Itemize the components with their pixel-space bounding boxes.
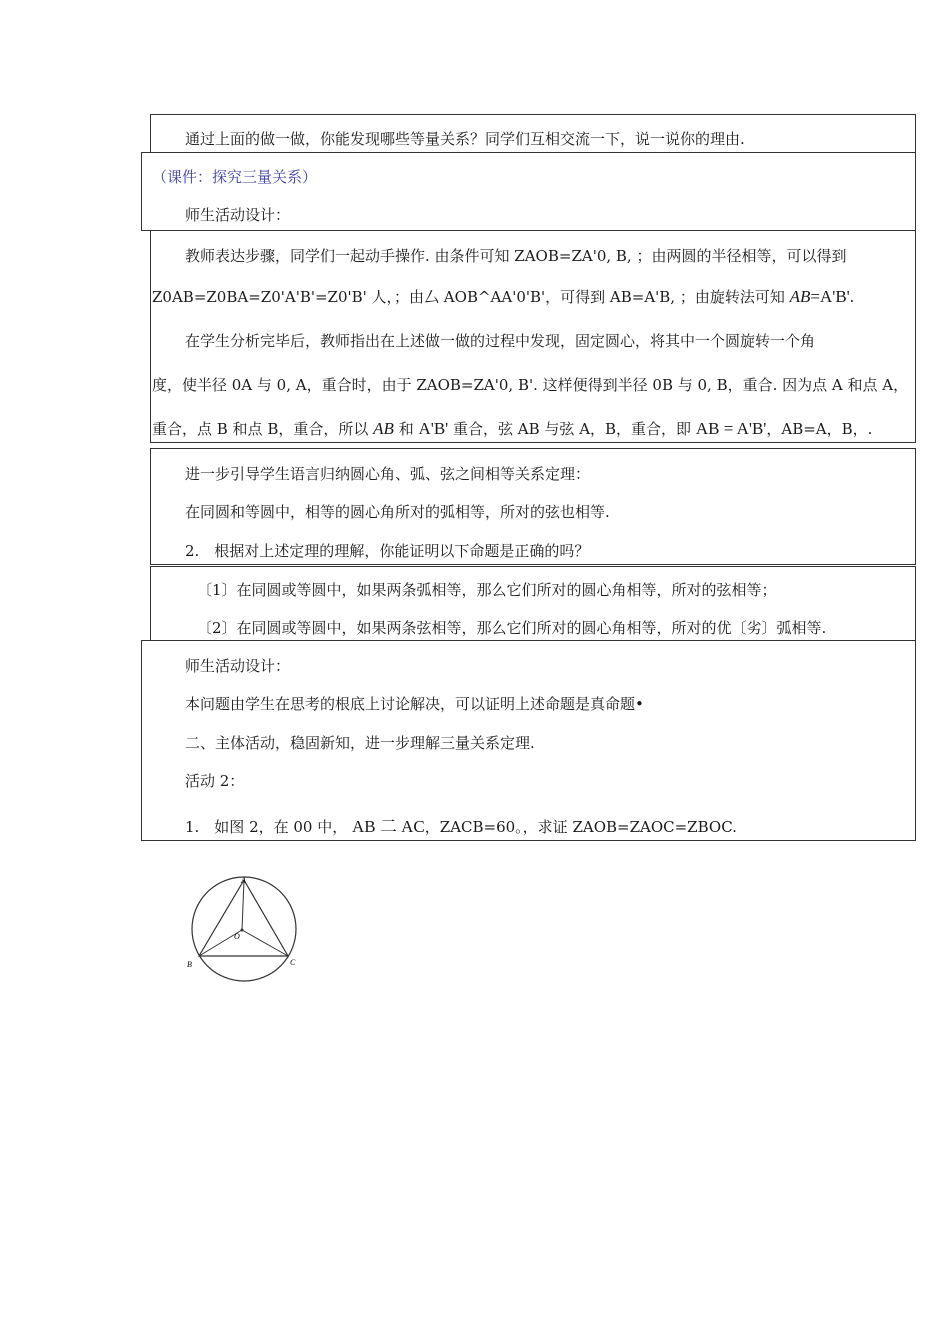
circle [192, 877, 296, 981]
problem-text: 1. 如图 2，在 00 中， [185, 818, 348, 836]
activity-label: 活动 2： [185, 772, 245, 790]
arc-ab-formula-rhs: =A'B'. [810, 287, 854, 306]
circle-triangle-figure [182, 872, 312, 992]
paragraph-line [152, 419, 872, 439]
text-line: 本问题由学生在思考的根底上讨论解决，可以证明上述命题是真命题• [185, 695, 644, 713]
proposition-1: 〔1〕在同圆或等圆中，如果两条弧相等，那么它们所对的圆心角相等，所对的弦相等； [197, 581, 777, 599]
design-label: 师生活动设计： [185, 206, 291, 224]
label-b: B [187, 960, 192, 969]
center-point [241, 929, 244, 932]
arc-ab: AB [373, 419, 394, 438]
problem-text: ，ZACB=60。，求证 ZAOB=ZAOC=ZBOC. [424, 818, 737, 836]
label-a: A [241, 876, 246, 885]
arc-a-b-prime: A'B' [418, 419, 449, 438]
paragraph-line: 度，使半径 0A 与 0, A，重合时，由于 ZAOB=ZA'0, B'. 这样便得到半径 0B 与 0, B，重合. 因为点 A 和点 A， [152, 376, 909, 394]
text-line: 通过上面的做一做，你能发现哪些等量关系？同学们互相交流一下，说一说你的理由. [185, 130, 745, 148]
radius-oa [242, 880, 244, 930]
label-o: O [234, 932, 240, 941]
design-label: 师生活动设计： [185, 657, 291, 675]
question-2: 2. 根据对上述定理的理解，你能证明以下命题是正确的吗？ [185, 542, 590, 560]
paragraph-text: ，AB=A，B，. [766, 420, 873, 438]
arc-ab-formula: AB [789, 287, 811, 306]
problem-1 [185, 817, 737, 837]
arc-equality: AB 二 AC [352, 817, 425, 836]
theorem-statement: 在同圆和等圆中，相等的圆心角所对的弧相等，所对的弦也相等. [185, 503, 610, 521]
paragraph-line: 在学生分析完毕后，教师指出在上述做一做的过程中发现，固定圆心，将其中一个圆旋转一个角 [185, 332, 816, 350]
paragraph-text: 重合，点 B 和点 B，重合，所以 [152, 420, 369, 438]
paragraph-line [152, 287, 854, 307]
proposition-2: 〔2〕在同圆或等圆中，如果两条弦相等，那么它们所对的圆心角相等，所对的优〔劣〕弧相等. [197, 619, 827, 637]
paragraph-text: 和 [398, 420, 414, 438]
label-c: C [290, 958, 296, 967]
text-line: 二、主体活动，稳固新知，进一步理解三量关系定理. [185, 734, 535, 752]
paragraph-text: Z0AB=Z0BA=Z0'A'B'=Z0'B' 人，；由厶 AOB^AA'0'B'，可得到 AB=A'B, ；由旋转法可知 [152, 288, 785, 306]
arc-equality: AB = A'B' [695, 419, 767, 438]
paragraph-text: 重合，弦 AB 与弦 A，B，重合，即 [453, 420, 692, 438]
paragraph-line: 教师表达步骤，同学们一起动手操作. 由条件可知 ZAOB=ZA'0, B, ；由两圆的半径相等，可以得到 [185, 247, 847, 265]
courseware-label: （课件：探究三量关系） [152, 168, 318, 186]
text-line: 进一步引导学生语言归纳圆心角、弧、弦之间相等关系定理： [185, 465, 591, 483]
